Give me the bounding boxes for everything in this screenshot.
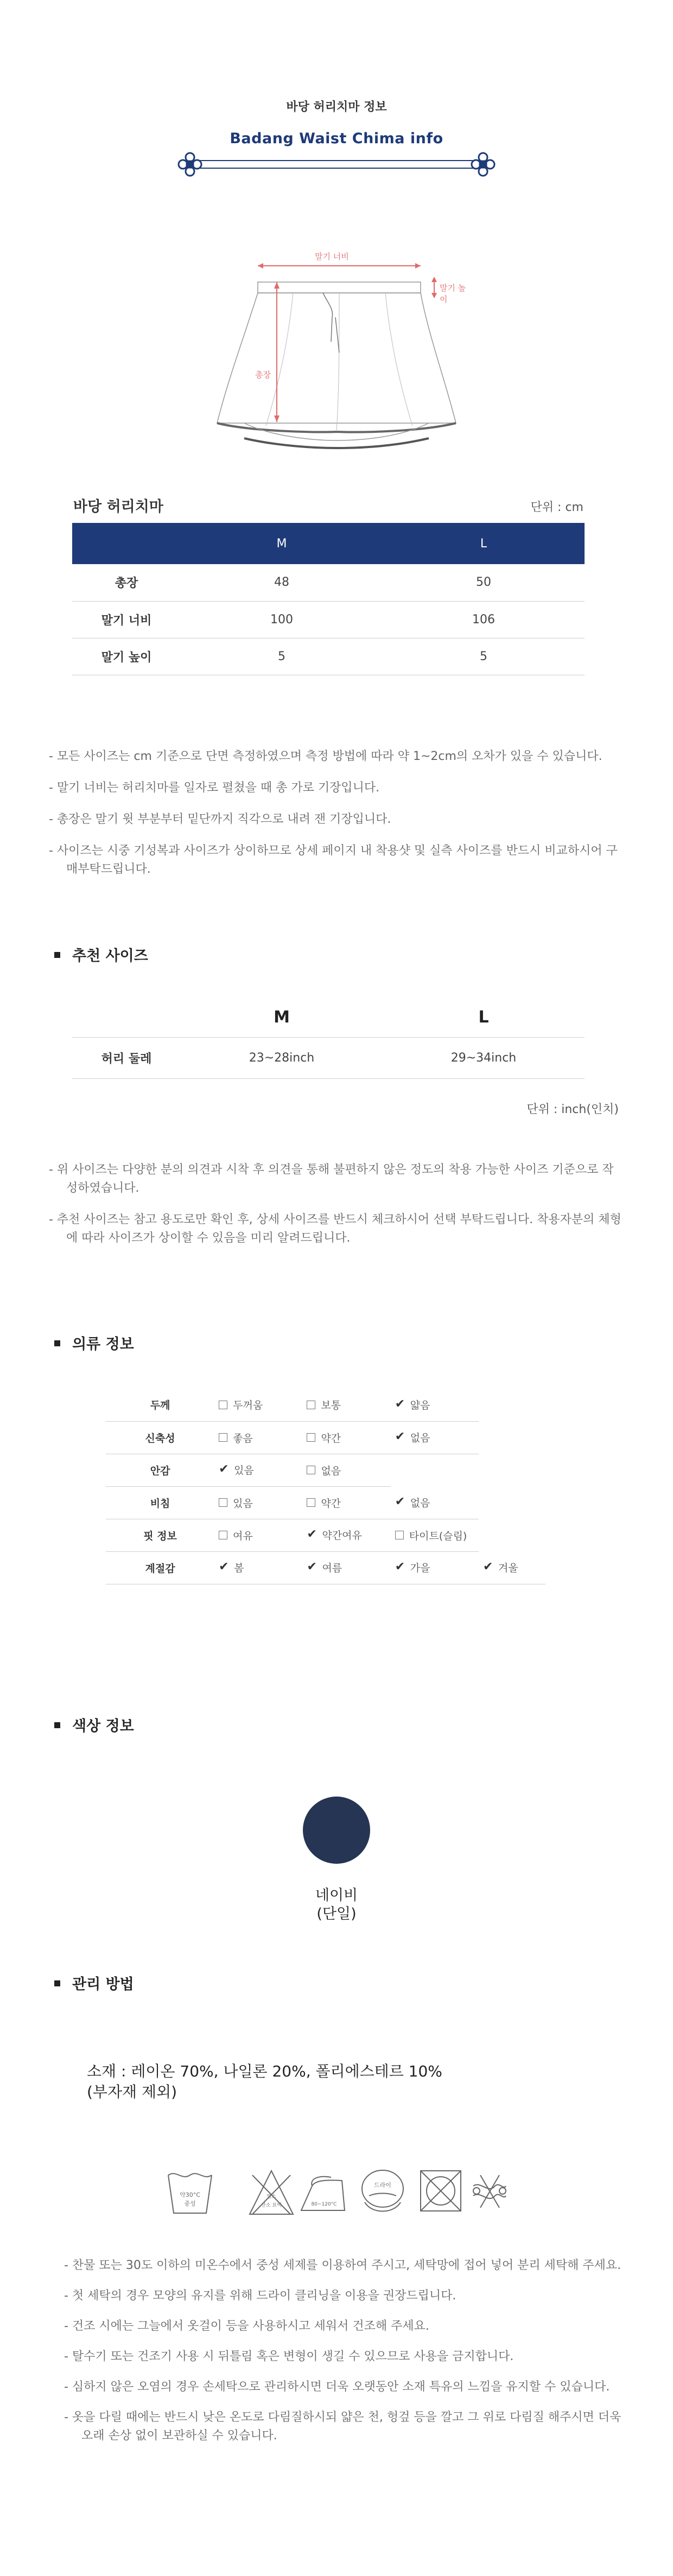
table-row <box>106 1421 545 1454</box>
fabric-option-label: 두꺼움 <box>233 1399 263 1412</box>
row-label: 비침 <box>106 1486 214 1519</box>
recommend-unit: 단위 : inch(인치) <box>526 1103 619 1116</box>
bullet-square-icon <box>54 1722 60 1728</box>
fabric-option-label: 보통 <box>321 1399 341 1412</box>
bullet-square-icon <box>54 1980 60 1986</box>
bullet-square-icon <box>54 1340 60 1346</box>
fabric-option-label: 여름 <box>322 1562 342 1574</box>
table-row <box>72 638 585 675</box>
color-name <box>282 1887 391 1923</box>
checkmark-icon: ✔ <box>219 1462 229 1476</box>
fabric-section-title <box>54 1332 134 1353</box>
row-label: 허리 둘레 <box>72 1037 181 1078</box>
fabric-option-label: 여유 <box>233 1530 253 1542</box>
fabric-option-label: 없음 <box>410 1497 430 1509</box>
table-row <box>106 1519 545 1551</box>
care-notes <box>64 2257 628 2457</box>
checkbox-empty-icon <box>219 1401 227 1409</box>
fabric-option <box>214 1389 302 1421</box>
rec-header-blank <box>72 998 181 1037</box>
knot-left-icon <box>179 153 201 176</box>
fabric-option <box>391 1519 479 1551</box>
no-tumble-dry-icon <box>421 2171 461 2211</box>
fabric-option <box>214 1486 302 1519</box>
checkbox-empty-icon <box>307 1433 315 1442</box>
fabric-option <box>479 1551 545 1584</box>
size-note: - 총장은 말기 윗 부분부터 밑단까지 직각으로 내려 잰 기장입니다. <box>49 813 391 826</box>
material-line2: (부자재 제외) <box>87 2083 177 2101</box>
bleach-oxygen-text: 산소 표백 <box>261 2203 282 2208</box>
row-label: 계절감 <box>106 1551 214 1584</box>
checkmark-icon: ✔ <box>307 1527 317 1541</box>
page-title-korean: 바당 허리치마 정보 <box>286 100 387 114</box>
row-label: 두께 <box>106 1389 214 1421</box>
checkmark-icon: ✔ <box>395 1560 405 1574</box>
table-row <box>106 1389 545 1421</box>
table-row <box>106 1486 545 1519</box>
size-header-m: M <box>181 523 383 564</box>
checkmark-icon: ✔ <box>483 1559 493 1574</box>
table-row <box>72 564 585 601</box>
cell-value: 5 <box>181 638 383 675</box>
fabric-option <box>302 1389 390 1421</box>
table-row <box>72 1037 585 1078</box>
size-note: - 모든 사이즈는 cm 기준으로 단면 측정하였으며 측정 방법에 따라 약 1~2cm의 오차가 있을 수 있습니다. <box>49 750 602 763</box>
table-row <box>106 1551 545 1584</box>
checkbox-empty-icon <box>219 1531 227 1539</box>
care-note: - 심하지 않은 오염의 경우 손세탁으로 관리하시면 더욱 오랫동안 소재 특유의 느낌을 유지할 수 있습니다. <box>64 2380 610 2394</box>
care-note: - 건조 시에는 그늘에서 옷걸이 등을 사용하시고 세워서 건조해 주세요. <box>64 2319 429 2333</box>
wash-neutral-text: 중성 <box>184 2200 196 2207</box>
dry-clean-text: 드라이 <box>374 2182 391 2189</box>
recommend-table-header <box>72 998 585 1037</box>
row-label: 말기 높이 <box>72 638 181 675</box>
cell-value: 50 <box>383 564 585 601</box>
dry-clean-icon <box>362 2170 403 2211</box>
checkmark-icon: ✔ <box>219 1560 229 1574</box>
recommend-table <box>72 998 585 1079</box>
recommend-notes <box>49 1161 624 1261</box>
cell-value: 106 <box>383 601 585 638</box>
checkmark-icon: ✔ <box>395 1430 405 1443</box>
page-title-english: Badang Waist Chima info <box>230 130 443 147</box>
cell-value: 100 <box>181 601 383 638</box>
fabric-option <box>302 1519 390 1551</box>
size-header-l: L <box>383 523 585 564</box>
fabric-option <box>391 1389 479 1421</box>
fabric-option <box>214 1454 302 1486</box>
color-title-text: 색상 정보 <box>72 1718 134 1735</box>
table-row <box>72 601 585 638</box>
color-swatch-navy <box>303 1797 370 1864</box>
skirt-measurement-diagram <box>206 239 467 456</box>
bleach-chlorine-text: 염소 <box>266 2194 276 2200</box>
fabric-option <box>391 1486 479 1519</box>
row-label: 안감 <box>106 1454 214 1486</box>
material-info <box>87 2061 442 2102</box>
size-table-header <box>72 523 585 564</box>
recommend-section-title <box>54 944 148 965</box>
fabric-title-text: 의류 정보 <box>72 1336 134 1353</box>
recommend-title-text: 추천 사이즈 <box>72 948 148 964</box>
skirt-outline-icon <box>206 239 467 456</box>
size-table <box>72 523 585 675</box>
checkbox-empty-icon <box>307 1498 315 1507</box>
fabric-option-label: 없음 <box>321 1465 341 1477</box>
checkbox-empty-icon <box>307 1466 315 1474</box>
fabric-option-label: 좋음 <box>233 1432 253 1444</box>
fabric-option <box>214 1519 302 1551</box>
color-name-line2: (단일) <box>316 1906 357 1922</box>
fabric-option-label: 있음 <box>234 1465 254 1476</box>
knot-right-icon <box>472 153 494 176</box>
care-note: - 옷을 다릴 때에는 반드시 낮은 온도로 다림질하시되 얇은 천, 헝겊 등을 깔고 그 위로 다림질 해주시면 더욱 오래 손상 없이 보관하실 수 있습니다. <box>64 2411 621 2443</box>
care-note: - 첫 세탁의 경우 모양의 유지를 위해 드라이 클리닝을 이용을 권장드립니다. <box>64 2289 456 2303</box>
fabric-option-label: 있음 <box>233 1497 253 1510</box>
knot-ornament <box>176 151 497 178</box>
checkmark-icon: ✔ <box>395 1397 405 1411</box>
row-label: 핏 정보 <box>106 1519 214 1551</box>
total-length-label: 총장 <box>255 370 271 380</box>
fabric-option <box>391 1421 479 1454</box>
row-label: 총장 <box>72 564 181 601</box>
cell-value: 48 <box>181 564 383 601</box>
row-label: 신축성 <box>106 1421 214 1454</box>
checkmark-icon: ✔ <box>307 1560 317 1574</box>
fabric-option <box>302 1421 390 1454</box>
rec-header-l: L <box>383 998 585 1037</box>
fabric-option-label: 겨울 <box>498 1562 518 1574</box>
fabric-option-label: 약간 <box>321 1432 341 1444</box>
fabric-option <box>302 1454 390 1486</box>
fabric-option <box>302 1551 390 1584</box>
waist-height-label: 말기 높이 <box>440 283 466 304</box>
fabric-option-label: 봄 <box>234 1562 244 1574</box>
row-label: 말기 너비 <box>72 601 181 638</box>
color-name-line1: 네이비 <box>315 1887 358 1904</box>
fabric-option-label: 약간여유 <box>322 1530 362 1542</box>
size-note: - 말기 너비는 허리치마를 일자로 펼쳤을 때 총 가로 기장입니다. <box>49 781 380 795</box>
fabric-option-label: 없음 <box>410 1432 430 1444</box>
fabric-option <box>302 1486 390 1519</box>
fabric-option <box>214 1421 302 1454</box>
table-row <box>106 1454 545 1486</box>
material-line1: 소재 : 레이온 70%, 나일론 20%, 폴리에스테르 10% <box>87 2062 442 2080</box>
color-section-title <box>54 1714 134 1735</box>
size-header-blank <box>72 523 181 564</box>
checkbox-empty-icon <box>219 1498 227 1507</box>
fabric-option-label: 가을 <box>410 1562 430 1574</box>
care-note: - 탈수기 또는 건조기 사용 시 뒤틀림 혹은 변형이 생길 수 있으므로 사용을 금지합니다. <box>64 2350 514 2363</box>
fabric-info-table <box>106 1389 545 1584</box>
checkmark-icon: ✔ <box>395 1494 405 1508</box>
size-table-unit: 단위 : cm <box>530 501 583 514</box>
no-wring-icon <box>473 2175 506 2208</box>
bullet-square-icon <box>54 952 60 958</box>
checkbox-empty-icon <box>307 1401 315 1409</box>
care-symbols <box>163 2164 510 2219</box>
care-section-title <box>54 1972 134 1993</box>
size-note: - 사이즈는 시중 기성복과 사이즈가 상이하므로 상세 페이지 내 착용샷 및 실측 사이즈를 반드시 비교하시어 구매부탁드립니다. <box>49 844 618 876</box>
recommend-note: - 위 사이즈는 다양한 분의 의견과 시착 후 의견을 통해 불편하지 않은 정도의 착용 가능한 사이즈 기준으로 작성하였습니다. <box>49 1163 614 1195</box>
cell-value: 5 <box>383 638 585 675</box>
size-table-title: 바당 허리치마 <box>73 498 163 515</box>
fabric-option-label: 얇음 <box>410 1399 430 1411</box>
waist-width-label: 말기 너비 <box>315 252 349 261</box>
fabric-option <box>214 1551 302 1584</box>
care-note: - 찬물 또는 30도 이하의 미온수에서 중성 세제를 이용하여 주시고, 세탁망에 접어 넣어 분리 세탁해 주세요. <box>64 2259 621 2272</box>
rec-header-m: M <box>181 998 383 1037</box>
fabric-option <box>391 1551 479 1584</box>
iron-temp-text: 80~120°C <box>311 2202 337 2207</box>
fabric-option-label: 타이트(슬림) <box>409 1530 467 1542</box>
wash-temp-text: 약30°C <box>180 2191 200 2198</box>
fabric-option-label: 약간 <box>321 1497 341 1510</box>
size-notes <box>49 747 624 892</box>
care-title-text: 관리 방법 <box>72 1976 134 1993</box>
checkbox-empty-icon <box>219 1433 227 1442</box>
checkbox-empty-icon <box>395 1531 404 1539</box>
cell-value: 23~28inch <box>181 1037 383 1078</box>
recommend-note: - 추천 사이즈는 참고 용도로만 확인 후, 상세 사이즈를 반드시 체크하시어 선택 부탁드립니다. 착용자분의 체형에 따라 사이즈가 상이할 수 있음을 미리 알려드립니다. <box>49 1213 621 1245</box>
cell-value: 29~34inch <box>383 1037 585 1078</box>
